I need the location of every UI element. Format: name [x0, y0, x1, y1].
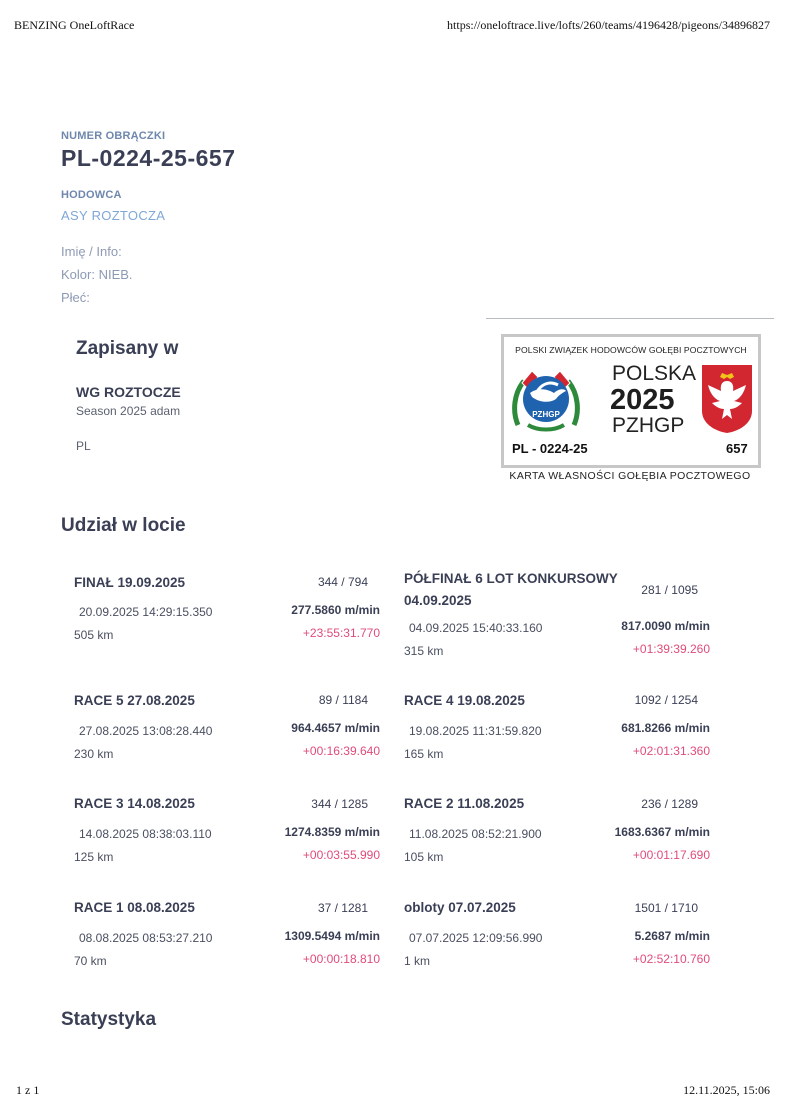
race-time-difference: +00:01:17.690: [632, 848, 710, 862]
enrolled-section-title: Zapisany w: [76, 338, 179, 359]
race-datetime: 27.08.2025 13:08:28.440: [79, 724, 213, 738]
race-distance: 70 km: [74, 954, 107, 968]
race-time-difference: +02:01:31.360: [632, 744, 710, 758]
race-time-difference: +00:16:39.640: [302, 744, 380, 758]
race-rank: 1092 / 1254: [634, 693, 698, 707]
race-datetime: 11.08.2025 08:52:21.900: [409, 827, 542, 841]
card-association-name: POLSKI ZWIĄZEK HODOWCÓW GOŁĘBI POCZTOWYCH: [515, 345, 747, 355]
race-datetime: 04.09.2025 15:40:33.160: [409, 621, 543, 635]
ring-number-label: NUMER OBRĄCZKI: [61, 130, 166, 142]
pzhgp-logo-icon: [508, 363, 584, 433]
race-distance: 315 km: [404, 644, 444, 658]
ownership-card-image: [486, 318, 774, 491]
pzhgp-logo-text: PZHGP: [532, 410, 560, 419]
race-distance: 505 km: [74, 628, 114, 642]
race-distance: 165 km: [404, 747, 444, 761]
race-distance: 125 km: [74, 850, 114, 864]
name-info-line: Imię / Info:: [61, 244, 122, 259]
race-title[interactable]: RACE 2 11.08.2025: [404, 796, 525, 811]
club-name[interactable]: WG ROZTOCZE: [76, 384, 181, 400]
race-rank: 1501 / 1710: [634, 901, 698, 915]
race-rank: 344 / 794: [317, 575, 368, 589]
race-title[interactable]: RACE 3 14.08.2025: [74, 796, 195, 811]
card-polska-text: POLSKA: [612, 362, 697, 385]
race-rank: 236 / 1289: [641, 797, 698, 811]
race-datetime: 08.08.2025 08:53:27.210: [79, 931, 213, 945]
race-title[interactable]: RACE 1 08.08.2025: [74, 900, 195, 915]
race-title[interactable]: obloty 07.07.2025: [404, 900, 516, 915]
club-season: Season 2025 adam: [76, 404, 181, 418]
race-rank: 344 / 1285: [311, 797, 368, 811]
race-title[interactable]: FINAŁ 19.09.2025: [74, 575, 186, 590]
race-time-difference: +00:03:55.990: [302, 848, 380, 862]
race-speed: 277.5860 m/min: [291, 603, 380, 617]
race-speed: 964.4657 m/min: [291, 721, 380, 735]
race-speed: 5.2687 m/min: [634, 929, 710, 943]
race-title[interactable]: RACE 5 27.08.2025: [74, 693, 195, 708]
race-rank: 37 / 1281: [317, 901, 368, 915]
race-time-difference: +00:00:18.810: [302, 952, 380, 966]
card-ring-suffix: 657: [726, 441, 748, 456]
race-datetime: 19.08.2025 11:31:59.820: [409, 724, 542, 738]
statistics-section-title: Statystyka: [61, 1009, 157, 1030]
race-distance: 105 km: [404, 850, 444, 864]
race-speed: 681.8266 m/min: [621, 721, 710, 735]
print-page-url: https://oneloftrace.live/lofts/260/teams/4196428/pigeons/34896827: [447, 18, 770, 32]
club-country: PL: [76, 439, 91, 453]
sex-line: Płeć:: [61, 290, 90, 305]
race-rank: 281 / 1095: [641, 583, 698, 597]
race-datetime: 20.09.2025 14:29:15.350: [79, 605, 213, 619]
race-speed: 1274.8359 m/min: [284, 825, 380, 839]
race-time-difference: +23:55:31.770: [302, 626, 380, 640]
participation-section-title: Udział w locie: [61, 515, 186, 536]
print-page-title: BENZING OneLoftRace: [14, 18, 135, 32]
print-page-number: 1 z 1: [16, 1083, 40, 1097]
color-line: Kolor: NIEB.: [61, 267, 133, 282]
race-speed: 1309.5494 m/min: [284, 929, 380, 943]
race-distance: 230 km: [74, 747, 114, 761]
breeder-label: HODOWCA: [61, 189, 122, 201]
race-title[interactable]: RACE 4 19.08.2025: [404, 693, 525, 708]
race-time-difference: +01:39:39.260: [632, 642, 710, 656]
card-caption: KARTA WŁASNOŚCI GOŁĘBIA POCZTOWEGO: [509, 470, 751, 482]
card-year-text: 2025: [610, 384, 675, 416]
card-ring-number: PL - 0224-25: [512, 441, 588, 456]
polish-eagle-emblem-icon: [700, 363, 754, 435]
race-speed: 1683.6367 m/min: [614, 825, 710, 839]
ownership-card: [501, 334, 761, 468]
race-title[interactable]: PÓŁFINAŁ 6 LOT KONKURSOWY 04.09.2025: [404, 571, 618, 608]
race-datetime: 07.07.2025 12:09:56.990: [409, 931, 543, 945]
ring-number: PL-0224-25-657: [61, 145, 236, 171]
race-rank: 89 / 1184: [318, 693, 368, 707]
race-speed: 817.0090 m/min: [621, 619, 710, 633]
race-time-difference: +02:52:10.760: [632, 952, 710, 966]
print-date: 12.11.2025, 15:06: [683, 1083, 770, 1097]
race-distance: 1 km: [404, 954, 431, 968]
breeder-name[interactable]: ASY ROZTOCZA: [61, 208, 166, 223]
card-pzhgp-text: PZHGP: [612, 414, 685, 437]
race-datetime: 14.08.2025 08:38:03.110: [79, 827, 212, 841]
